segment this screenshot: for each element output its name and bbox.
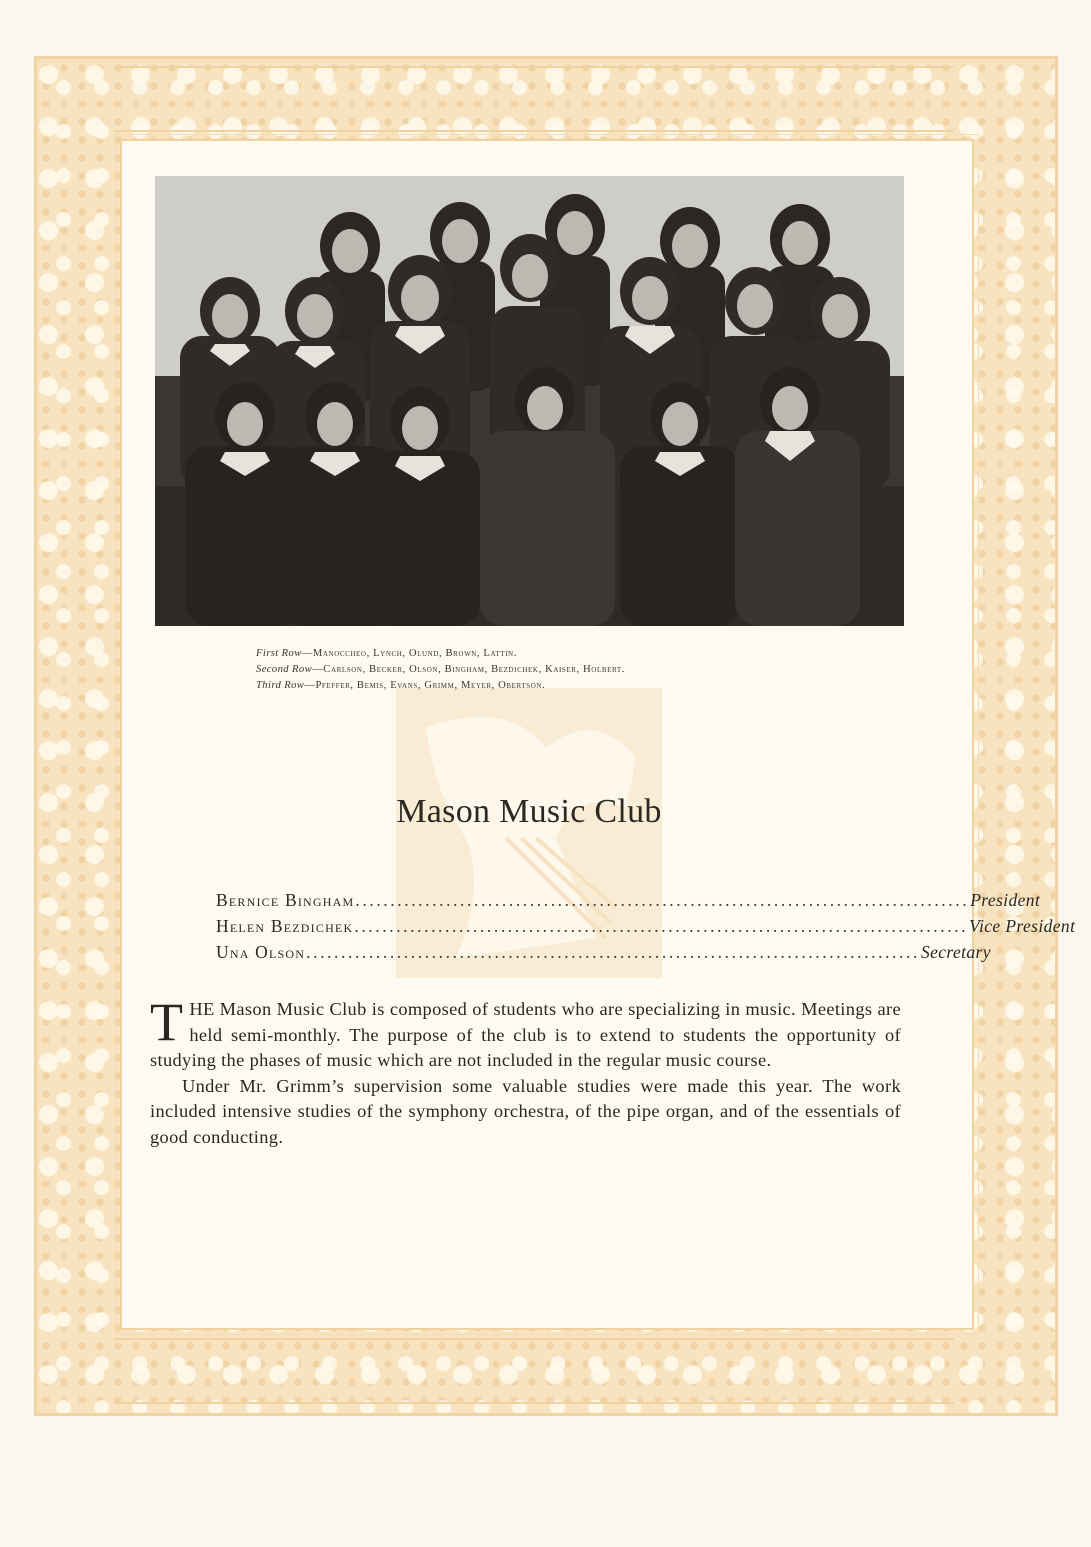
photo-caption xyxy=(256,646,896,694)
paragraph-one-text: HE Mason Music Club is composed of students who are specializing in music. Meetings are held semi-monthly. The purpose of the club is to extend to students the opportunity of studying the phases of music which are not included in the regular music course. xyxy=(150,999,901,1071)
club-description xyxy=(150,992,901,1151)
officers-list xyxy=(216,890,1076,968)
officer-role: Vice President xyxy=(969,916,1076,936)
leader-dots: ........................................................................................ xyxy=(354,916,969,936)
officer-name: Bernice Bingham xyxy=(216,890,355,910)
group-photo xyxy=(155,176,904,626)
page-title: Mason Music Club xyxy=(396,793,662,830)
caption-row-names: —Pfeffer, Bemis, Evans, Grimm, Meyer, Obertson. xyxy=(304,680,546,691)
drop-cap: T xyxy=(150,992,184,1052)
leader-dots: ........................................................................................ xyxy=(306,942,920,962)
caption-row-second xyxy=(256,662,896,678)
caption-row-label: Third Row xyxy=(256,680,305,691)
top-ornament-band xyxy=(114,66,954,132)
paragraph-two: Under Mr. Grimm’s supervision some valuable studies were made this year. The work included intensive studies of the symphony orchestra, of the pipe organ, and of the essentials of good conducting. xyxy=(150,1075,901,1147)
caption-row-third xyxy=(256,678,896,694)
officer-row xyxy=(216,916,1076,942)
officer-role: Secretary xyxy=(920,942,991,962)
officer-name: Helen Bezdichek xyxy=(216,916,354,936)
caption-row-label: First Row xyxy=(256,648,302,659)
group-photo-image xyxy=(155,176,904,626)
leader-dots: ........................................................................................ xyxy=(355,890,970,910)
officer-row xyxy=(216,942,991,968)
caption-row-label: Second Row xyxy=(256,664,313,675)
officer-name: Una Olson xyxy=(216,942,306,962)
officer-role: President xyxy=(970,890,1041,910)
caption-row-names: —Carlson, Becker, Olson, Bingham, Bezdichek, Kaiser, Holbert. xyxy=(312,664,625,675)
caption-row-first xyxy=(256,646,896,662)
officer-row xyxy=(216,890,1041,916)
caption-row-names: —Manoccheo, Lynch, Olund, Brown, Lattin. xyxy=(301,648,517,659)
bottom-ornament-band xyxy=(114,1338,954,1404)
paragraph-one xyxy=(150,992,901,1074)
